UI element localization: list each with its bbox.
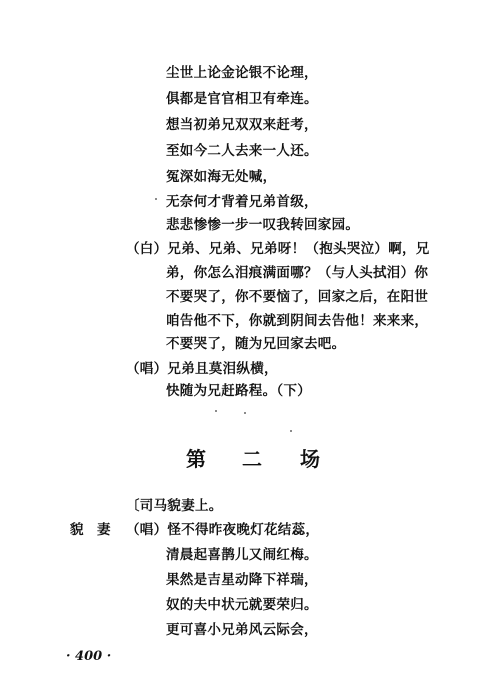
print-speck — [290, 430, 292, 432]
scene-title-char: 场 — [300, 447, 320, 471]
verse-line: 清晨起喜鹊儿又闹红梅。 — [166, 547, 318, 563]
verse-line: 至如今二人去来一人还。 — [166, 143, 318, 159]
verse-line: 冤深如海无处喊， — [166, 169, 277, 185]
verse-line: 更可喜小兄弟风云际会， — [166, 622, 318, 638]
speaker-name: 貌 妻 — [70, 522, 111, 538]
print-speck — [215, 410, 217, 412]
verse-line: （唱）怪不得昨夜晚灯花结蕊， — [126, 522, 320, 538]
verse-line: 尘世上论金论银不论理， — [166, 65, 318, 81]
verse-line: 俱都是官官相卫有牵连。 — [166, 91, 318, 107]
sung-line: 快随为兄赶路程。（下） — [166, 383, 312, 399]
stage-direction: 〔司马貌妻上。 — [126, 498, 223, 514]
verse-line: 想当初弟兄双双来赶考， — [166, 117, 318, 133]
print-speck — [155, 198, 157, 200]
verse-line: 奴的夫中状元就要荣归。 — [166, 597, 318, 613]
spoken-line: 咱告他不下，你就到阴间去告他！来来来， — [166, 313, 429, 329]
spoken-line: 弟，你怎么泪痕满面哪？（与人头拭泪）你 — [166, 265, 429, 281]
spoken-line: 不要哭了，随为兄回家去吧。 — [166, 336, 346, 352]
verse-line: 悲悲惨惨一步一叹我转回家园。 — [166, 217, 360, 233]
sung-line: （唱）兄弟且莫泪纵横， — [126, 361, 278, 377]
verse-line: 果然是吉星动降下祥瑞， — [166, 572, 318, 588]
spoken-line: 不要哭了，你不要恼了，回家之后，在阳世 — [166, 289, 429, 305]
scene-title — [186, 447, 320, 471]
page-number: · 400 · — [66, 649, 112, 664]
scene-title-char: 第 — [186, 447, 206, 471]
spoken-line: （白）兄弟、兄弟、兄弟呀！（抱头哭泣）啊，兄 — [126, 241, 430, 257]
print-speck — [244, 412, 246, 414]
scene-title-char: 二 — [242, 447, 262, 471]
verse-line: 无奈何才背着兄弟首级， — [166, 194, 318, 210]
